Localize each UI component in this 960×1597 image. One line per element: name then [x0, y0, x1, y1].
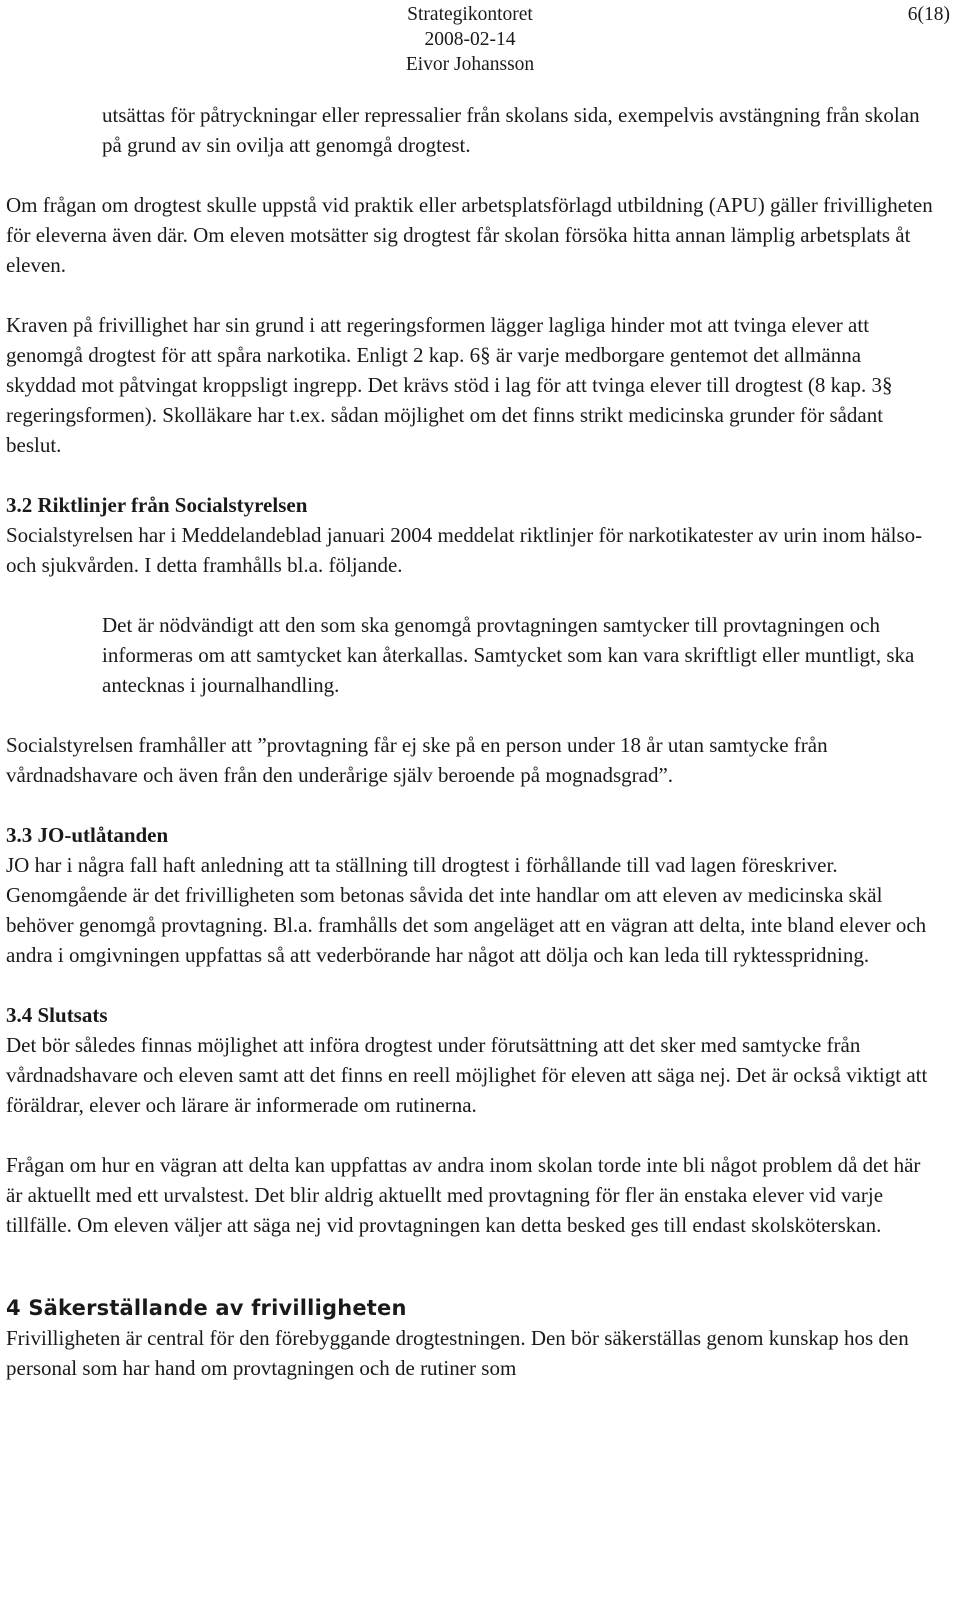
document-body [6, 100, 936, 1383]
page-number: 6(18) [907, 4, 950, 25]
header-org: Strategikontoret [407, 4, 533, 25]
header-author: Eivor Johansson [405, 54, 535, 75]
paragraph-socialstyrelsen-intro: Socialstyrelsen har i Meddelandeblad januari 2004 meddelat riktlinjer för narkotikatester av urin inom hälso- och sjukvården. I detta framhålls bl.a. följande. [6, 523, 923, 577]
section-heading-3-4: 3.4 Slutsats [6, 1003, 108, 1027]
header-date: 2008-02-14 [424, 29, 516, 50]
paragraph-vagran: Frågan om hur en vägran att delta kan uppfattas av andra inom skolan torde inte bli något problem då det här är aktuellt med ett urvalstest. Det blir aldrig aktuellt med provtagning för fler än enstaka elever vid varje tillfälle. Om eleven väljer att säga nej vid provtagningen kan detta besked ges till endast skolsköterskan. [6, 1153, 921, 1237]
paragraph-frivillighet: Frivilligheten är central för den förebyggande drogtestningen. Den bör säkerställas genom kunskap hos den personal som har hand om provtagningen och de rutiner som [6, 1326, 909, 1380]
page-header [0, 2, 960, 75]
paragraph-continued: utsättas för påtryckningar eller repressalier från skolans sida, exempelvis avstängning från skolan på grund av sin ovilja att genomgå drogtest. [102, 103, 920, 157]
block-quote: Det är nödvändigt att den som ska genomgå provtagningen samtycker till provtagningen och informeras om att samtycket kan återkallas. Samtycket som kan vara skriftligt eller muntligt, ska antecknas i journalhandling. [102, 613, 915, 697]
section-heading-3-2: 3.2 Riktlinjer från Socialstyrelsen [6, 493, 308, 517]
paragraph-apu: Om frågan om drogtest skulle uppstå vid praktik eller arbetsplatsförlagd utbildning (APU) gäller frivilligheten för eleverna även där. Om eleven motsätter sig drogtest får skolan försöka hitta annan lämplig arbetsplats åt eleven. [6, 193, 933, 277]
header-info [390, 2, 550, 77]
paragraph-slutsats: Det bör således finnas möjlighet att införa drogtest under förutsättning att det sker med samtycke från vårdnadshavare och eleven samt att det finns en reell möjlighet för eleven att säga nej. Det är också viktigt att föräldrar, elever och lärare är informerade om rutinerna. [6, 1033, 928, 1117]
paragraph-socialstyrelsen-quote: Socialstyrelsen framhåller att ”provtagning får ej ske på en person under 18 år utan samtycke från vårdnadshavare och även från den underårige själv beroende på mognadsgrad”. [6, 733, 828, 787]
section-heading-4: 4 Säkerställande av frivilligheten [6, 1296, 407, 1320]
paragraph-regeringsformen: Kraven på frivillighet har sin grund i att regeringsformen lägger lagliga hinder mot att tvinga elever att genomgå drogtest för att spåra narkotika. Enligt 2 kap. 6§ är varje medborgare gentemot det allmänna skyddad mot påtvingat kroppsligt ingrepp. Det krävs stöd i lag för att tvinga elever till drogtest (8 kap. 3§ regeringsformen). Skolläkare har t.ex. sådan möjlighet om det finns strikt medicinska grunder för sådant beslut. [6, 313, 893, 457]
section-heading-3-3: 3.3 JO-utlåtanden [6, 823, 169, 847]
paragraph-jo: JO har i några fall haft anledning att ta ställning till drogtest i förhållande till vad lagen föreskriver. Genomgående är det frivilligheten som betonas såvida det inte handlar om att eleven av medicinska skäl behöver genomgå provtagning. Bl.a. framhålls det som angeläget att en vägran att delta, inte bland elever och andra i omgivningen uppfattas så att vederbörande har något att dölja och kan leda till ryktesspridning. [6, 853, 927, 967]
